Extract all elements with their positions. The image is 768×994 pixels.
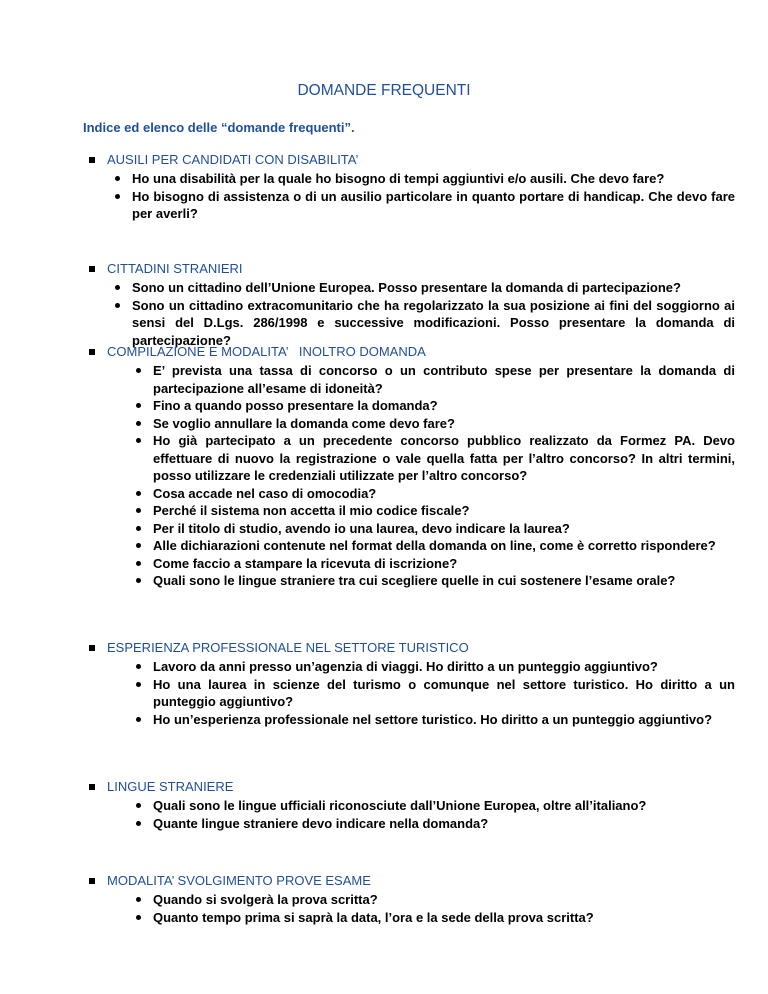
section-title: MODALITA’ SVOLGIMENTO PROVE ESAME [107, 873, 371, 888]
question-item: Alle dichiarazioni contenute nel format della domanda on line, come è corretto rispondere? [153, 537, 735, 555]
bullet-icon [136, 664, 141, 669]
bullet-icon [136, 915, 141, 920]
bullet-icon [136, 508, 141, 513]
square-bullet-icon [89, 878, 95, 884]
bullet-icon [136, 543, 141, 548]
bullet-icon [136, 717, 141, 722]
bullet-icon [136, 368, 141, 373]
question-item: Sono un cittadino dell’Unione Europea. Posso presentare la domanda di partecipazione? [132, 279, 735, 297]
square-bullet-icon [89, 266, 95, 272]
question-item: Ho un’esperienza professionale nel settore turistico. Ho diritto a un punteggio aggiuntivo? [153, 711, 735, 729]
question-item: Cosa accade nel caso di omocodia? [153, 485, 735, 503]
bullet-icon [136, 821, 141, 826]
question-item: Sono un cittadino extracomunitario che ha regolarizzato la sua posizione ai fini del soggiorno ai sensi del D.Lgs. 286/1998 e successive modificazioni. Posso presentare la domanda di partecipazione? [132, 297, 735, 350]
page-title: DOMANDE FREQUENTI [297, 82, 471, 99]
bullet-icon [115, 285, 120, 290]
bullet-icon [136, 561, 141, 566]
bullet-icon [136, 421, 141, 426]
section-title: AUSILI PER CANDIDATI CON DISABILITA’ [107, 152, 359, 167]
question-item: Lavoro da anni presso un’agenzia di viaggi. Ho diritto a un punteggio aggiuntivo? [153, 658, 735, 676]
faq-section-ausili [83, 152, 735, 223]
faq-section-esperienza [83, 640, 735, 728]
question-item: Fino a quando posso presentare la domanda? [153, 397, 735, 415]
section-title: COMPILAZIONE E MODALITA’ INOLTRO DOMANDA [107, 344, 426, 359]
question-item: E’ prevista una tassa di concorso o un contributo spese per presentare la domanda di partecipazione all’esame di idoneità? [153, 362, 735, 397]
question-item: Se voglio annullare la domanda come devo fare? [153, 415, 735, 433]
faq-section-compilazione [83, 344, 735, 590]
bullet-icon [136, 526, 141, 531]
question-item: Come faccio a stampare la ricevuta di iscrizione? [153, 555, 735, 573]
bullet-icon [136, 897, 141, 902]
section-title: CITTADINI STRANIERI [107, 261, 243, 276]
question-item: Perché il sistema non accetta il mio codice fiscale? [153, 502, 735, 520]
question-item: Quante lingue straniere devo indicare nella domanda? [153, 815, 735, 833]
bullet-icon [115, 176, 120, 181]
section-title: LINGUE STRANIERE [107, 779, 234, 794]
square-bullet-icon [89, 784, 95, 790]
question-item: Quando si svolgerà la prova scritta? [153, 891, 735, 909]
question-item: Per il titolo di studio, avendo io una laurea, devo indicare la laurea? [153, 520, 735, 538]
bullet-icon [136, 803, 141, 808]
bullet-icon [136, 403, 141, 408]
question-item: Ho una disabilità per la quale ho bisogno di tempi aggiuntivi e/o ausili. Che devo fare? [132, 170, 735, 188]
section-title: ESPERIENZA PROFESSIONALE NEL SETTORE TURISTICO [107, 640, 469, 655]
faq-section-cittadini-stranieri [83, 261, 735, 349]
intro-text: Indice ed elenco delle “domande frequenti”. [83, 120, 355, 135]
question-item: Quali sono le lingue straniere tra cui scegliere quelle in cui sostenere l’esame orale? [153, 572, 735, 590]
question-item: Quanto tempo prima si saprà la data, l’ora e la sede della prova scritta? [153, 909, 735, 927]
faq-section-modalita-prove [83, 873, 735, 926]
question-list [132, 170, 735, 223]
bullet-icon [136, 682, 141, 687]
question-list [153, 658, 735, 728]
question-item: Ho bisogno di assistenza o di un ausilio particolare in quanto portare di handicap. Che devo fare per averli? [132, 188, 735, 223]
faq-section-lingue [83, 779, 735, 832]
question-list [153, 891, 735, 926]
question-item: Ho già partecipato a un precedente concorso pubblico realizzato da Formez PA. Devo effettuare di nuovo la registrazione o vale quella fatta per l’altro concorso? In altri termini, posso utilizzare le credenziali utilizzate per l’altro concorso? [153, 432, 735, 485]
question-list [153, 797, 735, 832]
bullet-icon [136, 491, 141, 496]
square-bullet-icon [89, 645, 95, 651]
question-item: Ho una laurea in scienze del turismo o comunque nel settore turistico. Ho diritto a un punteggio aggiuntivo? [153, 676, 735, 711]
question-list [132, 279, 735, 349]
bullet-icon [136, 438, 141, 443]
square-bullet-icon [89, 349, 95, 355]
question-list [153, 362, 735, 590]
bullet-icon [136, 578, 141, 583]
square-bullet-icon [89, 157, 95, 163]
bullet-icon [115, 194, 120, 199]
bullet-icon [115, 303, 120, 308]
question-item: Quali sono le lingue ufficiali riconosciute dall’Unione Europea, oltre all’italiano? [153, 797, 735, 815]
